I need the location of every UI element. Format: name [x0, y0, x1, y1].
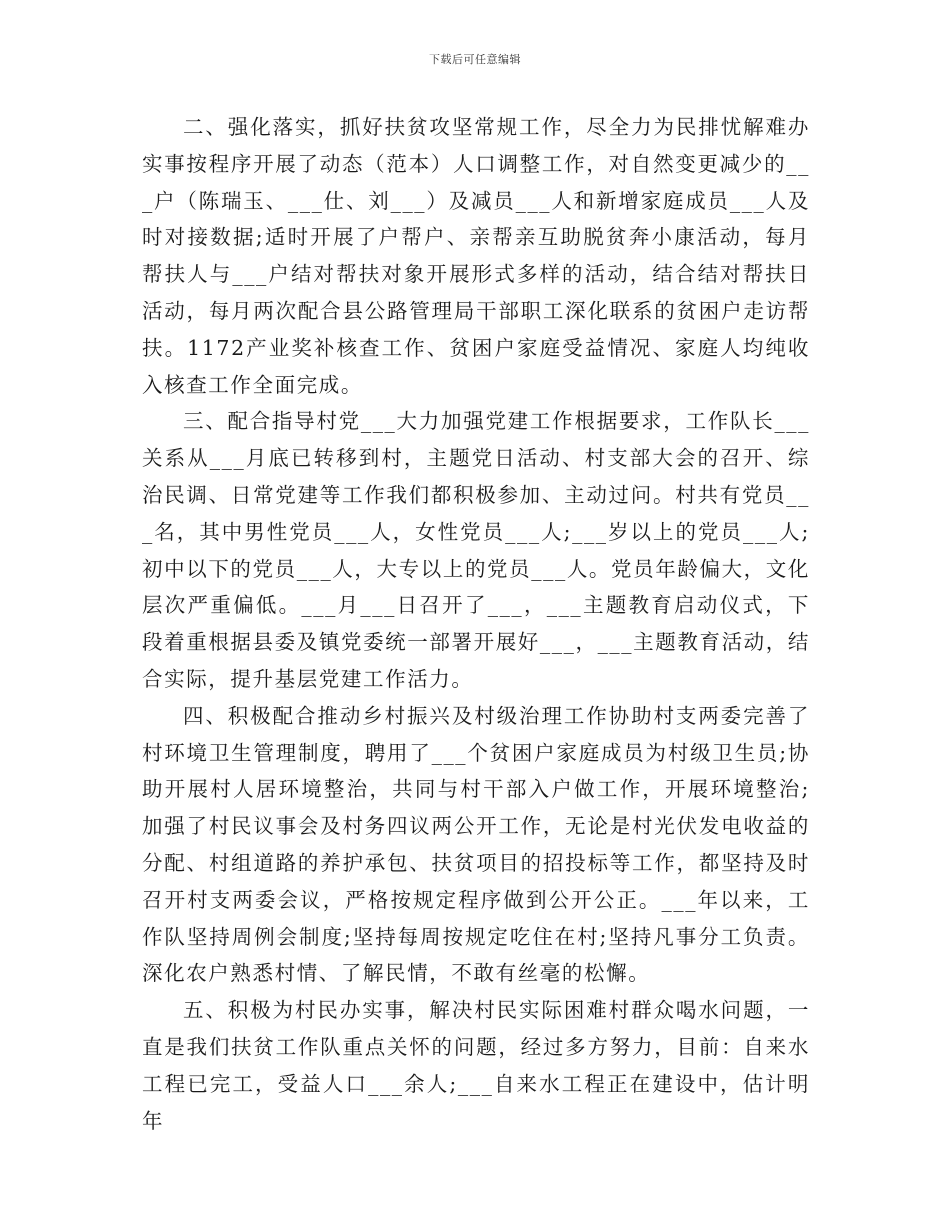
paragraph-2: 二、强化落实，抓好扶贫攻坚常规工作，尽全力为民排忧解难办实事按程序开展了动态（范本）人口调整工作，对自然变更减少的___户（陈瑞玉、___仕、刘___）及减员___人和新增家庭成员___人及时对接数据;适时开展了户帮户、亲帮亲互助脱贫奔小康活动，每月帮扶人与___户结对帮扶对象开展形式多样的活动，结合结对帮扶日活动，每月两次配合县公路管理局干部职工深化联系的贫困户走访帮扶。1172产业奖补核查工作、贫困户家庭受益情况、家庭人均纯收入核查工作全面完成。 [142, 115, 810, 397]
paragraph-3: 三、配合指导村党___大力加强党建工作根据要求，工作队长___关系从___月底已转移到村，主题党日活动、村支部大会的召开、综治民调、日常党建等工作我们都积极参加、主动过问。村共有党员___名，其中男性党员___人，女性党员___人;___岁以上的党员___人;初中以下的党员___人，大专以上的党员___人。党员年龄偏大，文化层次严重偏低。___月___日召开了___，___主题教育启动仪式，下段着重根据县委及镇党委统一部署开展好___，___主题教育活动，结合实际，提升基层党建工作活力。 [142, 409, 810, 691]
paragraph-4: 四、积极配合推动乡村振兴及村级治理工作协助村支两委完善了村环境卫生管理制度，聘用了___个贫困户家庭成员为村级卫生员;协助开展村人居环境整治，共同与村干部入户做工作，开展环境整治;加强了村民议事会及村务四议两公开工作，无论是村光伏发电收益的分配、村组道路的养护承包、扶贫项目的招投标等工作，都坚持及时召开村支两委会议，严格按规定程序做到公开公正。___年以来，工作队坚持周例会制度;坚持每周按规定吃住在村;坚持凡事分工负责。深化农户熟悉村情、了解民情，不敢有丝毫的松懈。 [142, 703, 810, 986]
document-body [142, 109, 810, 1139]
header-note: 下载后可任意编辑 [429, 53, 521, 66]
paragraph-5: 五、积极为村民办实事，解决村民实际困难村群众喝水问题，一直是我们扶贫工作队重点关怀的问题，经过多方努力，目前：自来水工程已完工，受益人口___余人;___自来水工程正在建设中，估计明年 [142, 998, 810, 1133]
